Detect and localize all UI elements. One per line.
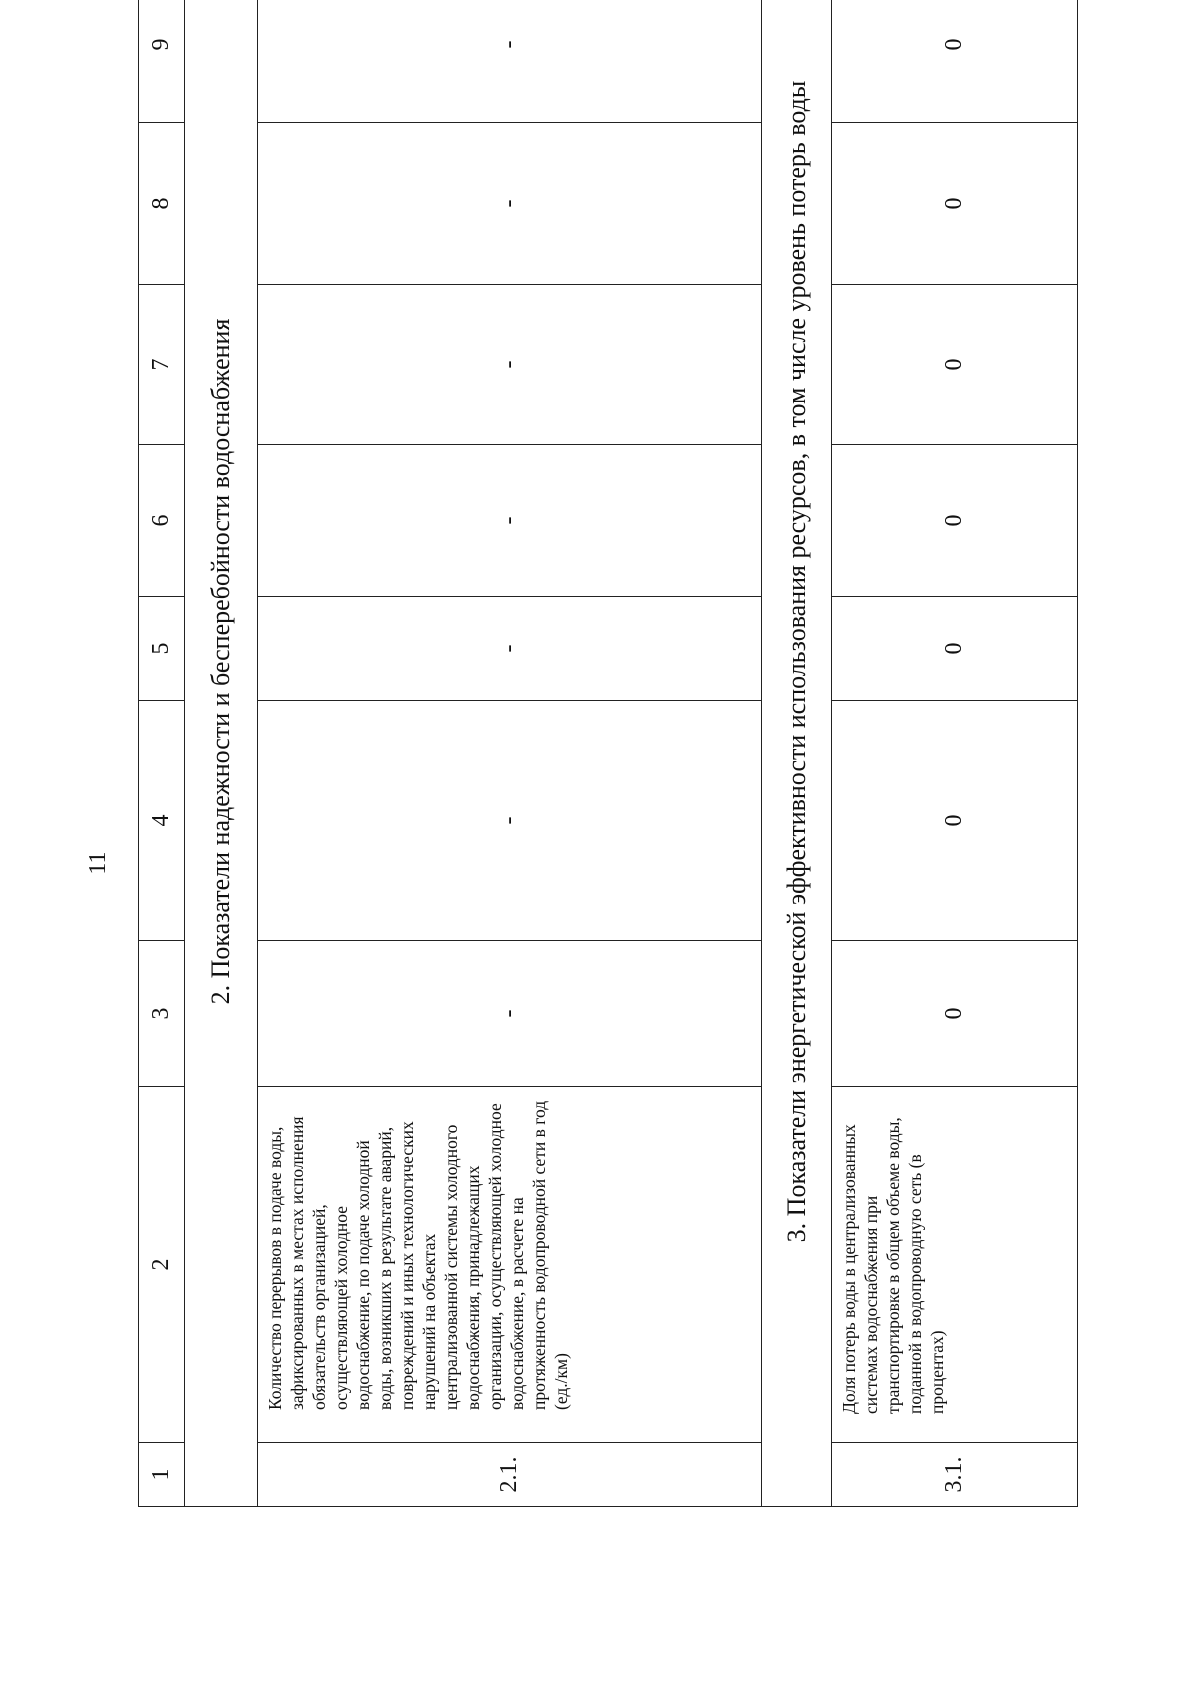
header-cell: 5 [139, 597, 185, 701]
value-cell: 0 [832, 285, 1078, 445]
row-number: 3.1. [832, 1443, 1078, 1507]
value-cell: - [258, 0, 762, 123]
section-3-row [762, 0, 832, 1507]
header-cell: 4 [139, 701, 185, 941]
indicators-table [138, 0, 1078, 1507]
header-cell: 7 [139, 285, 185, 445]
header-cell: 2 [139, 1087, 185, 1443]
header-row [139, 0, 185, 1507]
table-row [832, 0, 1078, 1507]
value-cell: 0 [832, 701, 1078, 941]
header-cell: 6 [139, 445, 185, 597]
value-cell: - [258, 597, 762, 701]
value-cell: - [258, 123, 762, 285]
header-cell: 3 [139, 941, 185, 1087]
section-2-row [184, 0, 258, 1507]
row-description: Доля потерь воды в централизованных системах водоснабжения при транспортировке в общем объеме воды, поданной в водопроводную сеть (в процентах) [832, 1087, 1078, 1443]
value-cell: - [258, 285, 762, 445]
header-cell: 8 [139, 123, 185, 285]
value-cell: - [258, 941, 762, 1087]
value-cell: - [258, 445, 762, 597]
section-3-title: 3. Показатели энергетической эффективности использования ресурсов, в том числе уровень потерь воды [762, 0, 832, 1507]
value-cell: 0 [832, 123, 1078, 285]
header-cell: 1 [139, 1443, 185, 1507]
header-cell: 9 [139, 0, 185, 123]
value-cell: - [258, 701, 762, 941]
rotated-table-container [138, 38, 1078, 1507]
page-number: 11 [85, 851, 111, 875]
row-number: 2.1. [258, 1443, 762, 1507]
value-cell: 0 [832, 941, 1078, 1087]
value-cell: 0 [832, 0, 1078, 123]
section-2-title: 2. Показатели надежности и бесперебойности водоснабжения [184, 0, 258, 1507]
table-row [258, 0, 762, 1507]
value-cell: 0 [832, 597, 1078, 701]
row-description: Количество перерывов в подаче воды, зафиксированных в местах исполнения обязательств организацией, осуществляющей холодное водоснабжение, по подаче холодной воды, возникших в результате аварий, повреждений и иных технологических нарушений на объектах централизованной системы холодного водоснабжения, принадлежащих организации, осуществляющей холодное водоснабжение, в расчете на протяженность водопроводной сети в год (ед./км) [258, 1087, 762, 1443]
value-cell: 0 [832, 445, 1078, 597]
